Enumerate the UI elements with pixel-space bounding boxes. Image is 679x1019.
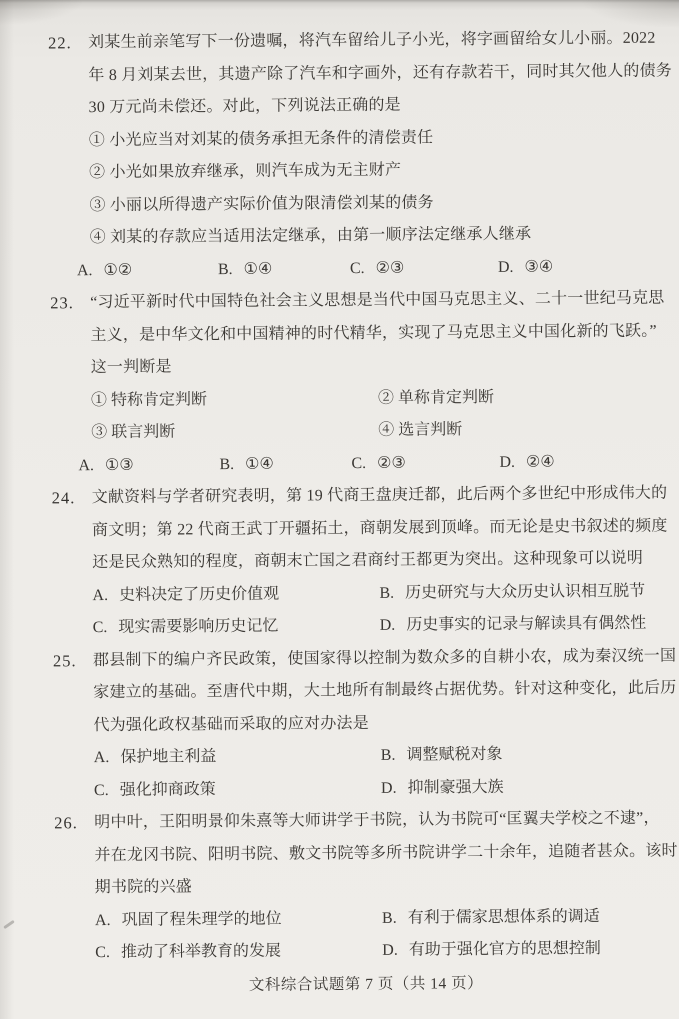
choices-row <box>77 250 671 287</box>
choice-label: B. <box>219 455 235 473</box>
choice-text: ②③ <box>377 454 406 472</box>
choice-label: A. <box>94 911 111 929</box>
question-stem-line: 年 8 月刘某去世，其遗产除了汽车和字画外，还有存款若干，同时其欠他人的债务 <box>88 62 673 84</box>
choices-row <box>95 933 676 970</box>
choice-C <box>93 610 380 645</box>
choice-B <box>381 738 675 773</box>
choice-label: D. <box>497 258 514 276</box>
question-22 <box>48 23 671 288</box>
question-stem-line: 并在龙冈书院、阳明书院、敷文书院等多所书院讲学二十余年，追随者甚众。该时 <box>94 842 678 864</box>
question-24 <box>52 478 674 645</box>
choice-text: ②④ <box>525 452 555 471</box>
question-stem-line: 期书院的兴盛 <box>94 878 193 897</box>
choice-C <box>94 772 381 807</box>
choice-C <box>351 446 499 480</box>
choice-A <box>77 254 218 288</box>
question-stem-line: 文献资料与学者研究表明，第 19 代商王盘庚迁都，此后两个多世纪中形成伟大的 <box>91 484 668 507</box>
page-footer: 文科综合试题第 7 页（共 14 页） <box>248 974 484 994</box>
choice-text: 巩固了程朱理学的地位 <box>121 910 282 929</box>
choice-text: 抑制豪强大族 <box>407 778 504 797</box>
question-stem-line: 刘某生前亲笔写下一份遗嘱，将汽车留给儿子小光，将字画留给女儿小丽。2022 <box>88 29 656 52</box>
question-number: 22. <box>48 33 72 53</box>
question-stem-line: 主义，是中华文化和中国精神的时代精华，实现了马克思主义中国化新的飞跃。” <box>90 322 657 344</box>
question-stem-line: “习近平新时代中国特色社会主义思想是当代中国马克思主义、二十一世纪马克思 <box>90 289 665 312</box>
statement-item: ① 特称肯定判断 <box>90 390 208 409</box>
question-stem-line: 商文明；第 22 代商王武丁开疆拓土，商朝发展到顶峰。而无论是史书叙述的频度 <box>91 517 668 539</box>
choice-text: ③④ <box>524 257 554 276</box>
page-content <box>48 23 677 1003</box>
choice-text: ②③ <box>375 259 405 277</box>
question-stem-line: 代为强化政权基础而采取的应对办法是 <box>93 714 369 734</box>
question-stem-line: 30 万元尚未偿还。对此，下列说法正确的是 <box>88 96 401 117</box>
question-26 <box>54 803 676 970</box>
choice-C <box>350 251 498 285</box>
choice-label: D. <box>499 453 516 471</box>
choice-text: 推动了科举教育的发展 <box>120 942 282 961</box>
choice-label: A. <box>78 456 95 474</box>
statement-item: ② 小光如果放弃继承，则汽车成为无主财产 <box>89 161 402 182</box>
choices-row <box>94 770 675 807</box>
question-stem-line: 这一判断是 <box>90 358 172 377</box>
choice-text: 史料决定了历史价值观 <box>118 585 280 604</box>
choice-text: 有助于强化官方的思想控制 <box>408 940 601 959</box>
choice-text: ①④ <box>243 260 273 278</box>
choice-label: C. <box>95 943 111 962</box>
statement-item: ② 单称肯定判断 <box>377 388 495 407</box>
statement-item: ④ 选言判断 <box>378 421 463 439</box>
choice-text: ①③ <box>104 456 134 474</box>
question-number: 25. <box>52 650 77 670</box>
choice-text: 历史事实的记录与解读具有偶然性 <box>406 614 647 634</box>
choice-B <box>219 448 351 482</box>
choices-row <box>94 738 675 775</box>
choice-text: 有利于儒家思想体系的调适 <box>407 907 600 927</box>
statement-item: ③ 小丽以所得遗产实际价值为限清偿刘某的债务 <box>89 193 434 214</box>
choice-A <box>92 577 379 612</box>
choice-D <box>499 445 672 479</box>
choice-label: A. <box>76 261 93 279</box>
question-number: 26. <box>54 813 78 833</box>
choice-D <box>381 770 675 805</box>
choice-C <box>95 935 382 970</box>
choice-D <box>380 608 674 643</box>
statement-item: ④ 刘某的存款应当适用法定继承，由第一顺序法定继承人继承 <box>89 225 532 247</box>
question-25 <box>53 640 675 807</box>
choice-text: ①④ <box>245 455 274 473</box>
choice-label: C. <box>93 781 109 799</box>
scan-artifact <box>3 920 15 929</box>
choice-label: B. <box>217 260 233 278</box>
choice-B <box>218 253 350 287</box>
choice-A <box>78 449 219 483</box>
question-stem-line: 家建立的基础。至唐代中期，大土地所有制最终占据优势。针对这种变化，此后历 <box>93 679 677 702</box>
choice-label: A. <box>93 748 110 767</box>
choice-label: C. <box>351 454 367 472</box>
choice-label: C. <box>349 259 365 277</box>
statement-grid-row <box>91 413 672 450</box>
choice-label: B. <box>380 746 396 764</box>
choice-D <box>498 250 671 284</box>
statement-item: ① 小光应当对刘某的债务承担无条件的清偿责任 <box>88 128 434 149</box>
statement-item: ③ 联言判断 <box>91 423 176 442</box>
choice-text: 现实需要影响历史记忆 <box>118 617 279 636</box>
question-stem-line: 明中叶，王阳明景仰朱熹等大师讲学于书院，认为书院可“匡翼夫学校之不逮”， <box>94 809 660 832</box>
question-stem-line: 郡县制下的编户齐民政策，使国家得以控制为数众多的自耕小农，成为秦汉统一国 <box>92 647 677 669</box>
choice-B <box>382 900 676 935</box>
choice-A <box>95 902 382 937</box>
question-23 <box>50 283 673 483</box>
question-stem-line: 还是民众熟知的程度，商朝末亡国之君商纣王都更为突出。这种现象可以说明 <box>92 549 644 572</box>
choices-row <box>95 900 676 937</box>
choice-label: D. <box>379 616 396 634</box>
statement-grid-row <box>91 380 672 417</box>
question-number: 24. <box>51 488 76 508</box>
choice-text: 强化抑商政策 <box>119 780 216 799</box>
choices-row <box>93 608 674 645</box>
choice-D <box>382 933 676 968</box>
choice-label: A. <box>92 586 109 604</box>
choice-label: C. <box>92 618 108 637</box>
choice-label: B. <box>379 584 395 602</box>
choice-text: ①② <box>103 261 133 279</box>
choices-row <box>92 575 673 612</box>
choice-label: D. <box>380 779 397 797</box>
choice-label: D. <box>382 941 398 959</box>
question-number: 23. <box>50 293 74 313</box>
choice-text: 历史研究与大众历史认识相互脱节 <box>405 582 646 602</box>
choice-A <box>94 740 381 775</box>
choice-text: 保护地主利益 <box>120 748 217 766</box>
choice-label: B. <box>381 909 397 927</box>
choice-B <box>379 575 673 610</box>
choices-row <box>78 445 672 482</box>
choice-text: 调整赋税对象 <box>406 745 503 764</box>
